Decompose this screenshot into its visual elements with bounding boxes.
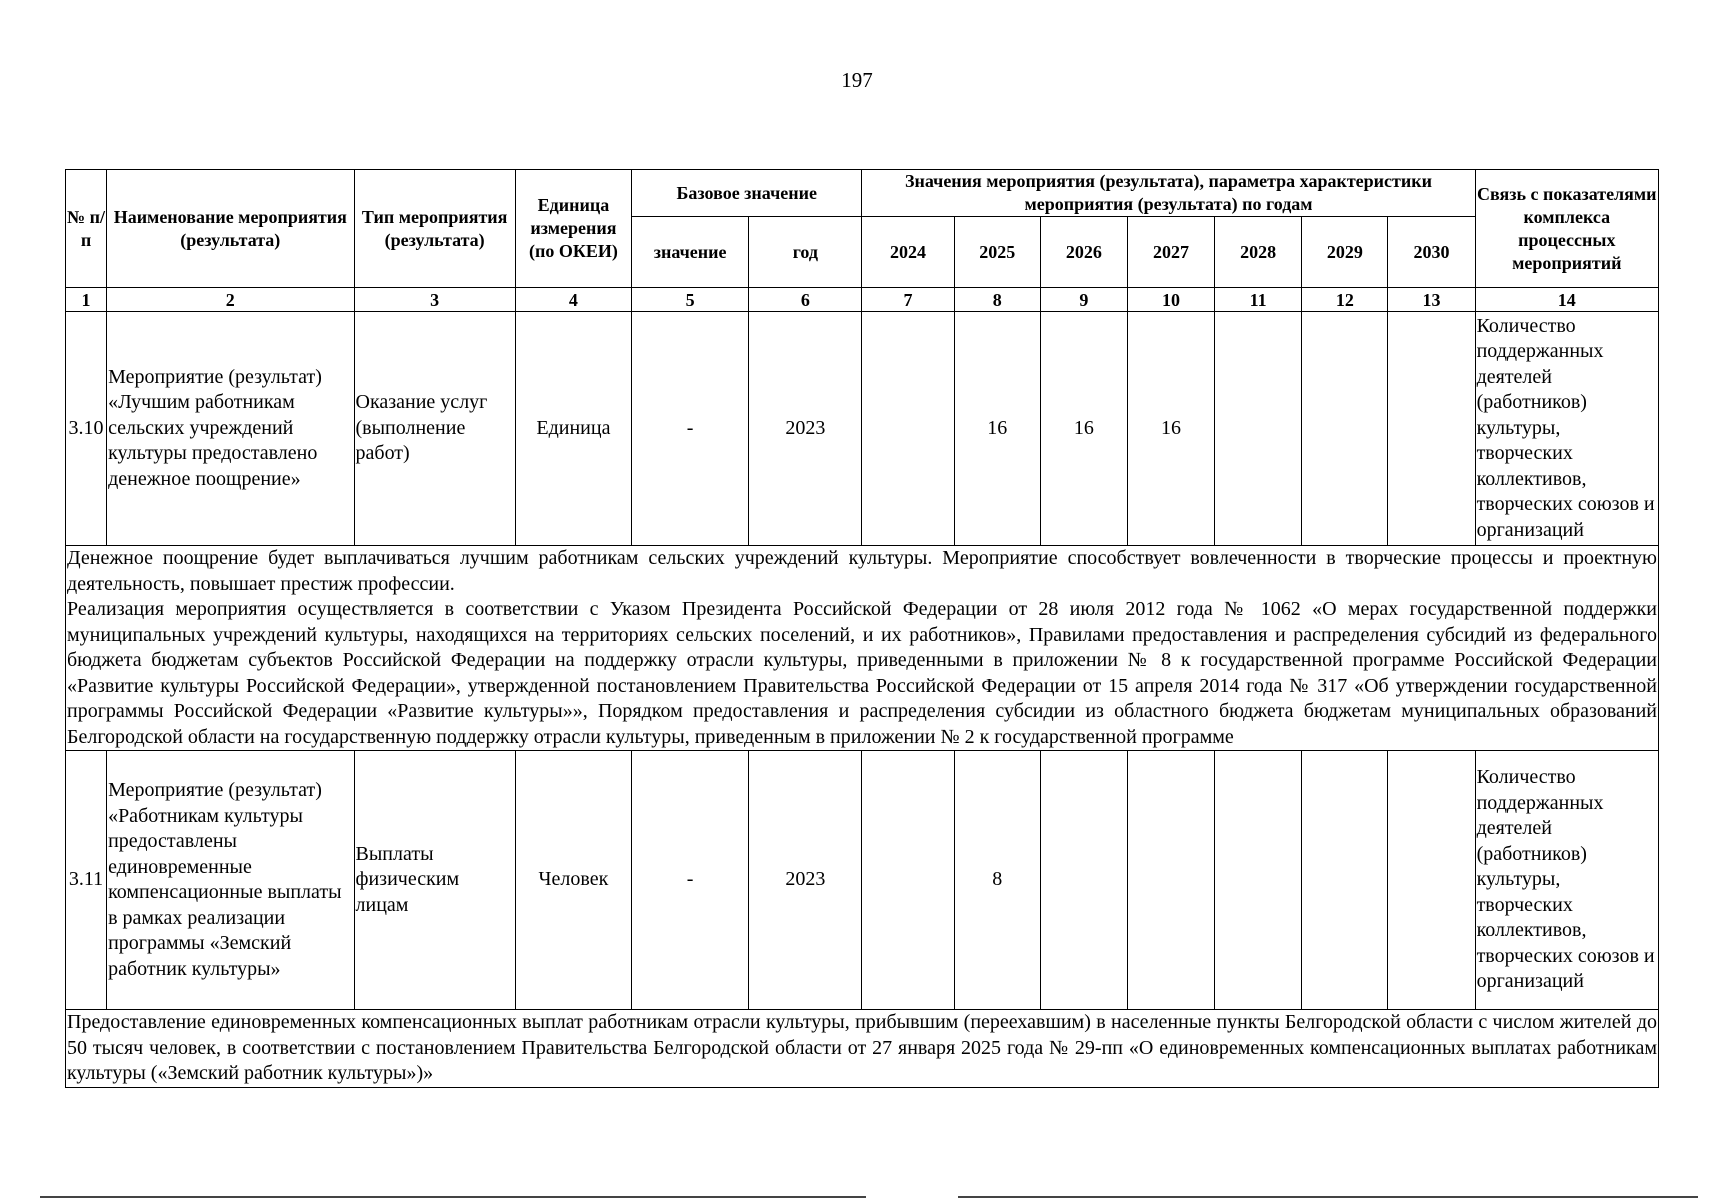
column-number: 5 [632, 288, 749, 312]
row-value-2028 [1215, 312, 1302, 546]
column-number: 10 [1127, 288, 1214, 312]
column-number: 6 [749, 288, 862, 312]
column-number: 12 [1302, 288, 1388, 312]
description-paragraph: Денежное поощрение будет выплачиваться лучшим работникам сельских учреждений культуры. Мероприятие способствует вовлеченности в творческие процессы и проектную деятельность, повышает престиж профессии. [67, 547, 1657, 595]
row-link: Количество поддержанных деятелей (работников) культуры, творческих коллективов, творческих союзов и организаций [1475, 312, 1658, 546]
row-value-2030 [1388, 751, 1475, 1010]
column-number: 9 [1040, 288, 1127, 312]
row-value-2025: 8 [954, 751, 1040, 1010]
header-unit: Единица измерения (по ОКЕИ) [515, 170, 631, 288]
row-description [66, 1010, 1659, 1088]
header-type: Тип мероприятия (результата) [354, 170, 515, 288]
column-number: 13 [1388, 288, 1475, 312]
header-num: № п/п [66, 170, 107, 288]
header-base-year: год [749, 217, 862, 288]
column-number: 14 [1475, 288, 1658, 312]
header-year: 2028 [1215, 217, 1302, 288]
row-unit: Человек [515, 751, 631, 1010]
header-year: 2025 [954, 217, 1040, 288]
description-row [66, 546, 1659, 751]
column-number: 8 [954, 288, 1040, 312]
row-value-2027: 16 [1127, 312, 1214, 546]
row-num: 3.11 [66, 751, 107, 1010]
column-number: 1 [66, 288, 107, 312]
description-row [66, 1010, 1659, 1088]
header-year: 2029 [1302, 217, 1388, 288]
page-number: 197 [841, 68, 873, 92]
column-number: 3 [354, 288, 515, 312]
header-year: 2026 [1040, 217, 1127, 288]
header-year: 2030 [1388, 217, 1475, 288]
row-value-2024 [862, 751, 954, 1010]
row-value-2026: 16 [1040, 312, 1127, 546]
row-name: Мероприятие (результат) «Лучшим работникам сельских учреждений культуры предоставлено денежное поощрение» [107, 312, 354, 546]
table-row [66, 751, 1659, 1010]
row-base-value: - [632, 751, 749, 1010]
row-type: Оказание услуг (выполнение работ) [354, 312, 515, 546]
row-num: 3.10 [66, 312, 107, 546]
header-base-group: Базовое значение [632, 170, 862, 217]
row-name: Мероприятие (результат) «Работникам культуры предоставлены единовременные компенсационные выплаты в рамках реализации программы «Земский работник культуры» [107, 751, 354, 1010]
row-base-year: 2023 [749, 751, 862, 1010]
header-base-value: значение [632, 217, 749, 288]
scan-edge-line [40, 1196, 866, 1198]
row-description [66, 546, 1659, 751]
header-year: 2027 [1127, 217, 1214, 288]
row-link: Количество поддержанных деятелей (работников) культуры, творческих коллективов, творческих союзов и организаций [1475, 751, 1658, 1010]
row-base-value: - [632, 312, 749, 546]
header-link: Связь с показателями комплекса процессных мероприятий [1475, 170, 1658, 288]
column-numbers-row [66, 288, 1659, 312]
column-number: 2 [107, 288, 354, 312]
measures-table [65, 169, 1659, 1088]
column-number: 11 [1215, 288, 1302, 312]
row-value-2030 [1388, 312, 1475, 546]
header-year: 2024 [862, 217, 954, 288]
row-value-2029 [1302, 751, 1388, 1010]
row-value-2024 [862, 312, 954, 546]
table-row [66, 312, 1659, 546]
description-paragraph: Предоставление единовременных компенсационных выплат работникам отрасли культуры, прибывшим (переехавшим) в населенные пункты Белгородской области с числом жителей до 50 тысяч человек, в соответствии с постановлением Правительства Белгородской области от 27 января 2025 года № 29-пп «О единовременных компенсационных выплатах работникам культуры («Земский работник культуры»)» [67, 1011, 1657, 1084]
row-value-2027 [1127, 751, 1214, 1010]
row-unit: Единица [515, 312, 631, 546]
row-value-2029 [1302, 312, 1388, 546]
row-value-2028 [1215, 751, 1302, 1010]
column-number: 4 [515, 288, 631, 312]
row-value-2025: 16 [954, 312, 1040, 546]
row-type: Выплаты физическим лицам [354, 751, 515, 1010]
description-paragraph: Реализация мероприятия осуществляется в соответствии с Указом Президента Российской Федерации от 28 июля 2012 года № 1062 «О мерах государственной поддержки муниципальных учреждений культуры, находящихся на территориях сельских поселений, и их работников», Правилами предоставления и распределения субсидий из федерального бюджета бюджетам субъектов Российской Федерации на поддержку отрасли культуры, приведенными в приложении № 8 к государственной программе Российской Федерации «Развитие культуры Российской Федерации», утвержденной постановлением Правительства Российской Федерации от 15 апреля 2014 года № 317 «Об утверждении государственной программы Российской Федерации «Развитие культуры»», Порядком предоставления и распределения субсидии из областного бюджета бюджетам муниципальных образований Белгородской области на государственную поддержку отрасли культуры, приведенным в приложении № 2 к государственной программе [67, 598, 1657, 748]
row-value-2026 [1040, 751, 1127, 1010]
column-number: 7 [862, 288, 954, 312]
header-name: Наименование мероприятия (результата) [107, 170, 354, 288]
scan-edge-line [958, 1196, 1698, 1198]
row-base-year: 2023 [749, 312, 862, 546]
header-row-top [66, 170, 1659, 217]
header-values-group: Значения мероприятия (результата), параметра характеристики мероприятия (результата) по годам [862, 170, 1475, 217]
